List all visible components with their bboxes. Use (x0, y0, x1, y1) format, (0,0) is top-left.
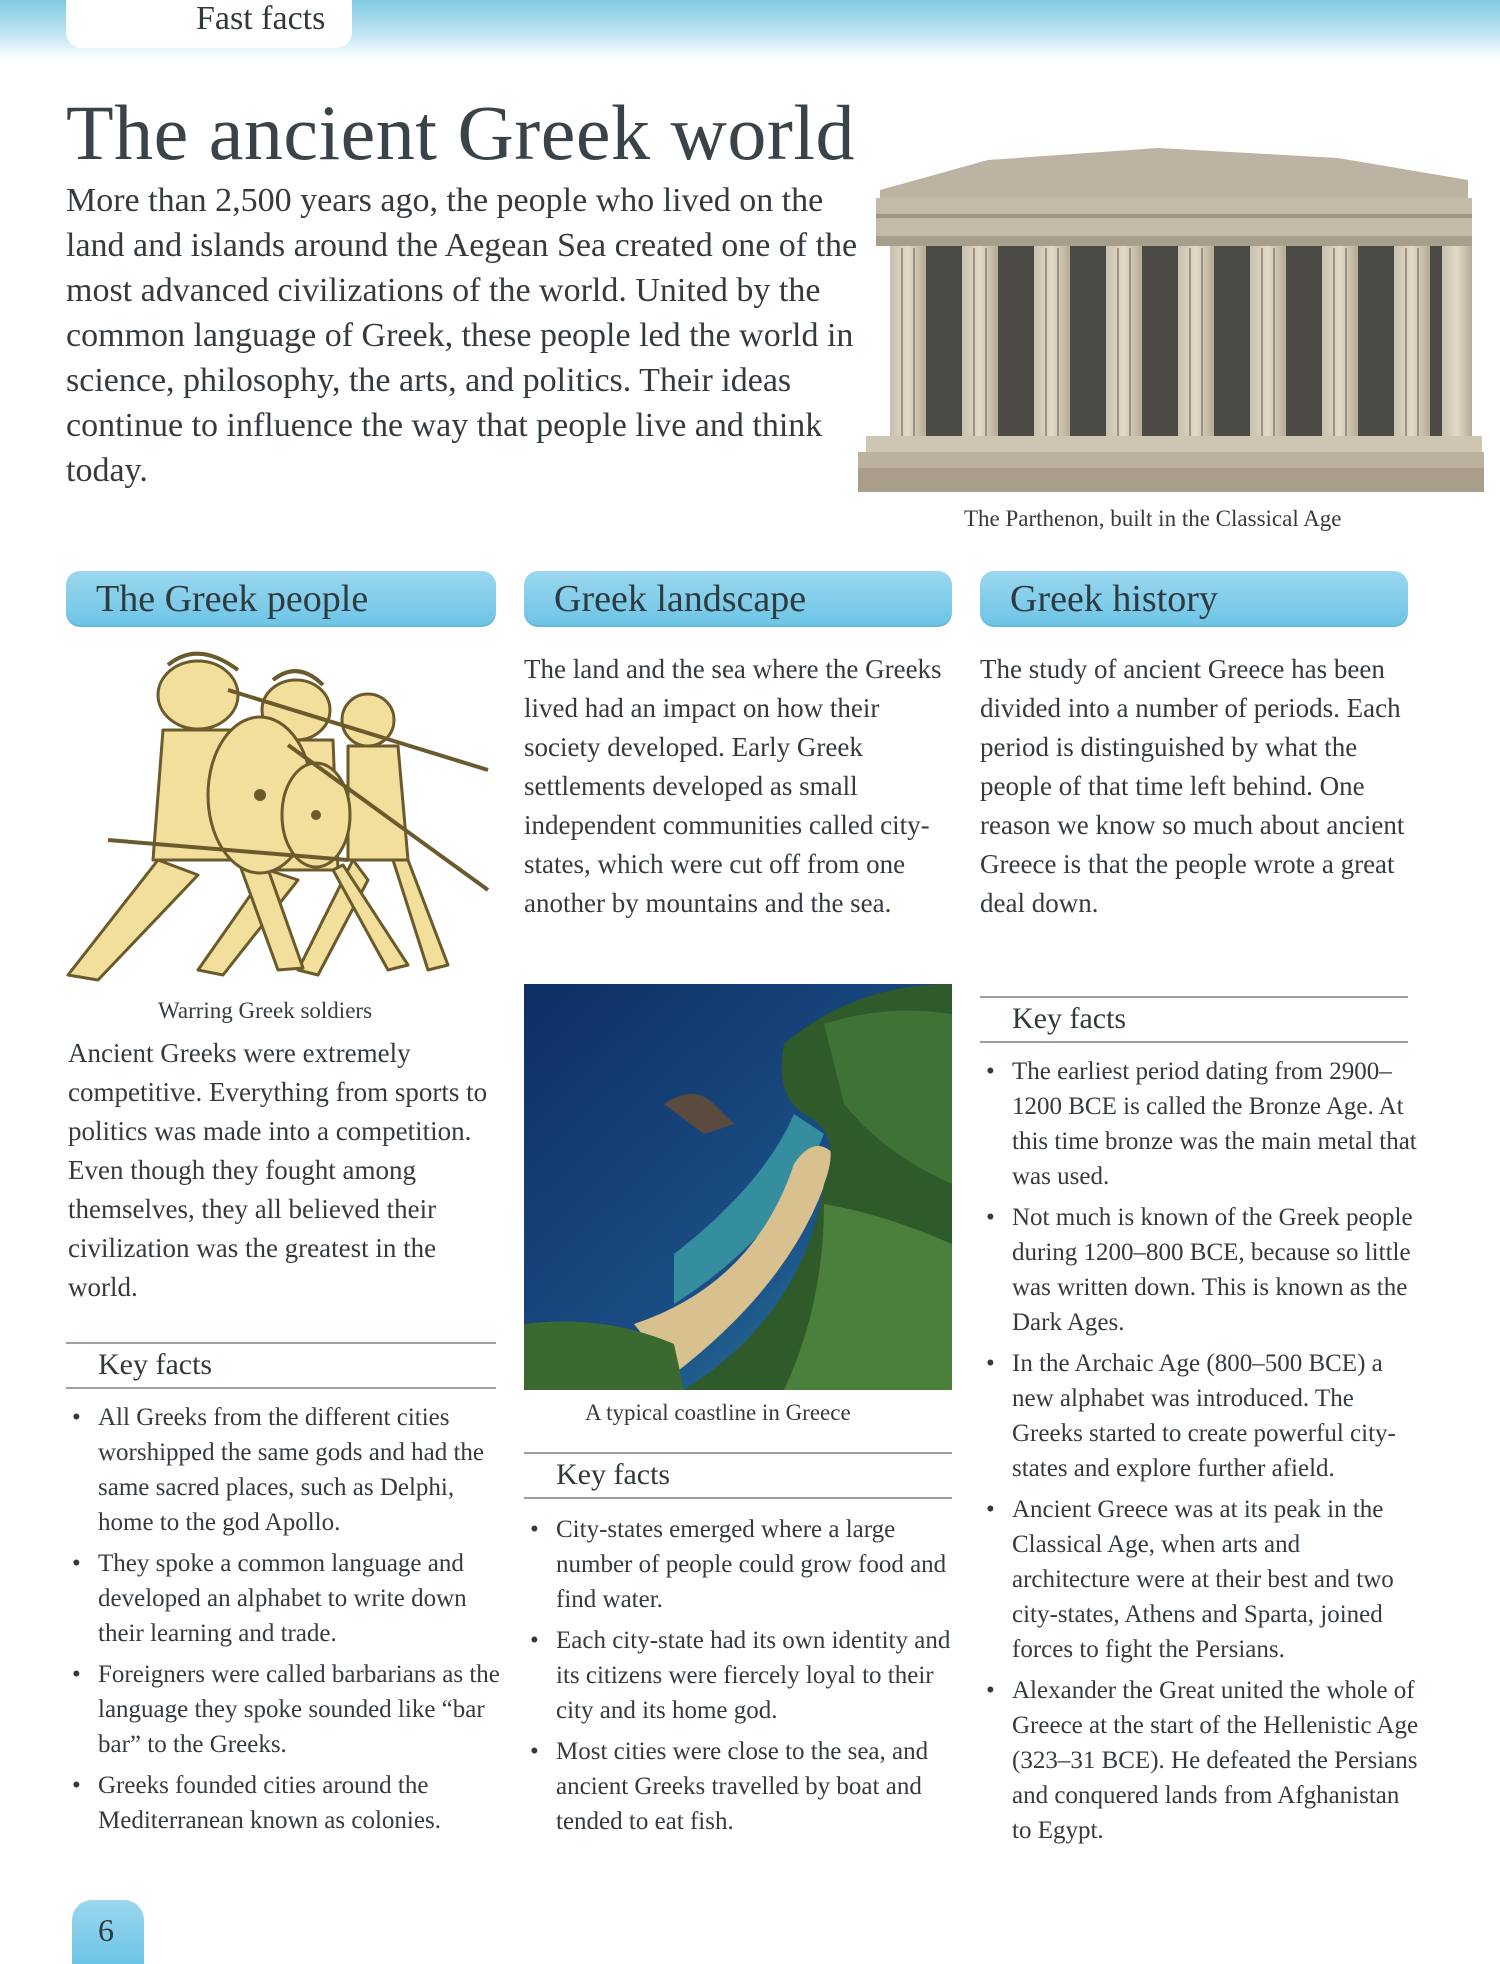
list-item: • City-states emerged where a large number of people could grow food and find water. (524, 1512, 964, 1617)
heading-greek-landscape (524, 571, 952, 627)
list-item: • They spoke a common language and developed an alphabet to write down their learning and trade. (66, 1546, 506, 1651)
heading-greek-people-label: The Greek people (96, 578, 369, 620)
key-facts-label: Key facts (556, 1458, 671, 1491)
page-number: 6 (98, 1912, 114, 1948)
soldiers-illustration (48, 650, 498, 990)
parthenon-image (858, 140, 1484, 492)
key-facts-header-people (66, 1342, 496, 1389)
intro-paragraph: More than 2,500 years ago, the people who lived on the land and islands around the Aegean Sea created one of the most advanced civilizations of the world. United by the common language of Greek, these people led the world in science, philosophy, the arts, and politics. Their ideas continue to influence the way that people live and think today. (66, 182, 858, 489)
soldiers-caption: Warring Greek soldiers (158, 998, 373, 1023)
list-item: • Foreigners were called barbarians as the language they spoke sounded like “bar bar” to the Greeks. (66, 1657, 506, 1762)
key-facts-list-people (66, 1400, 506, 1844)
key-facts-list-landscape (524, 1512, 964, 1845)
key-facts-label: Key facts (98, 1348, 213, 1381)
key-facts-list-history (980, 1054, 1420, 1854)
list-item: • Ancient Greece was at its peak in the Classical Age, when arts and architecture were at their best and two city-states, Athens and Sparta, joined forces to fight the Persians. (980, 1492, 1420, 1667)
list-item: • Alexander the Great united the whole of Greece at the start of the Hellenistic Age (323–31 BCE). He defeated the Persians and conquered lands from Afghanistan to Egypt. (980, 1673, 1420, 1848)
section-tab-label: Fast facts (196, 0, 326, 37)
greek-history-paragraph: The study of ancient Greece has been divided into a number of periods. Each period is distinguished by what the people of that time left behind. One reason we know so much about ancient Greece is that the people wrote a great deal down. (980, 654, 1405, 918)
list-item: • Greeks founded cities around the Mediterranean known as colonies. (66, 1768, 506, 1838)
key-facts-header-history (980, 996, 1408, 1043)
list-item: • Each city-state had its own identity and its citizens were fiercely loyal to their city and its home god. (524, 1623, 964, 1728)
list-item: • The earliest period dating from 2900–1200 BCE is called the Bronze Age. At this time bronze was the main metal that was used. (980, 1054, 1420, 1194)
heading-greek-landscape-label: Greek landscape (554, 578, 807, 620)
page-title: The ancient Greek world (66, 89, 855, 176)
greek-landscape-paragraph: The land and the sea where the Greeks lived had an impact on how their society developed. Early Greek settlements developed as small independent communities called city-states, which were cut off from one another by mountains and the sea. (524, 654, 942, 918)
parthenon-caption: The Parthenon, built in the Classical Age (964, 506, 1342, 531)
coastline-image (524, 984, 952, 1390)
list-item: • Not much is known of the Greek people during 1200–800 BCE, because so little was written down. This is known as the Dark Ages. (980, 1200, 1420, 1340)
list-item: • In the Archaic Age (800–500 BCE) a new alphabet was introduced. The Greeks started to create powerful city-states and explore further afield. (980, 1346, 1420, 1486)
list-item: • Most cities were close to the sea, and ancient Greeks travelled by boat and tended to eat fish. (524, 1734, 964, 1839)
key-facts-label: Key facts (1012, 1002, 1127, 1035)
key-facts-header-landscape (524, 1452, 952, 1499)
heading-greek-people (66, 571, 496, 627)
heading-greek-history-label: Greek history (1010, 578, 1218, 620)
coastline-caption: A typical coastline in Greece (585, 1400, 851, 1425)
heading-greek-history (980, 571, 1408, 627)
page-number-tab (72, 1900, 144, 1964)
greek-people-paragraph: Ancient Greeks were extremely competitive. Everything from sports to politics was made into a competition. Even though they fought among themselves, they all believed their civilization was the greatest in the world. (68, 1038, 488, 1302)
section-tab (66, 0, 352, 48)
list-item: • All Greeks from the different cities worshipped the same gods and had the same sacred places, such as Delphi, home to the god Apollo. (66, 1400, 506, 1540)
